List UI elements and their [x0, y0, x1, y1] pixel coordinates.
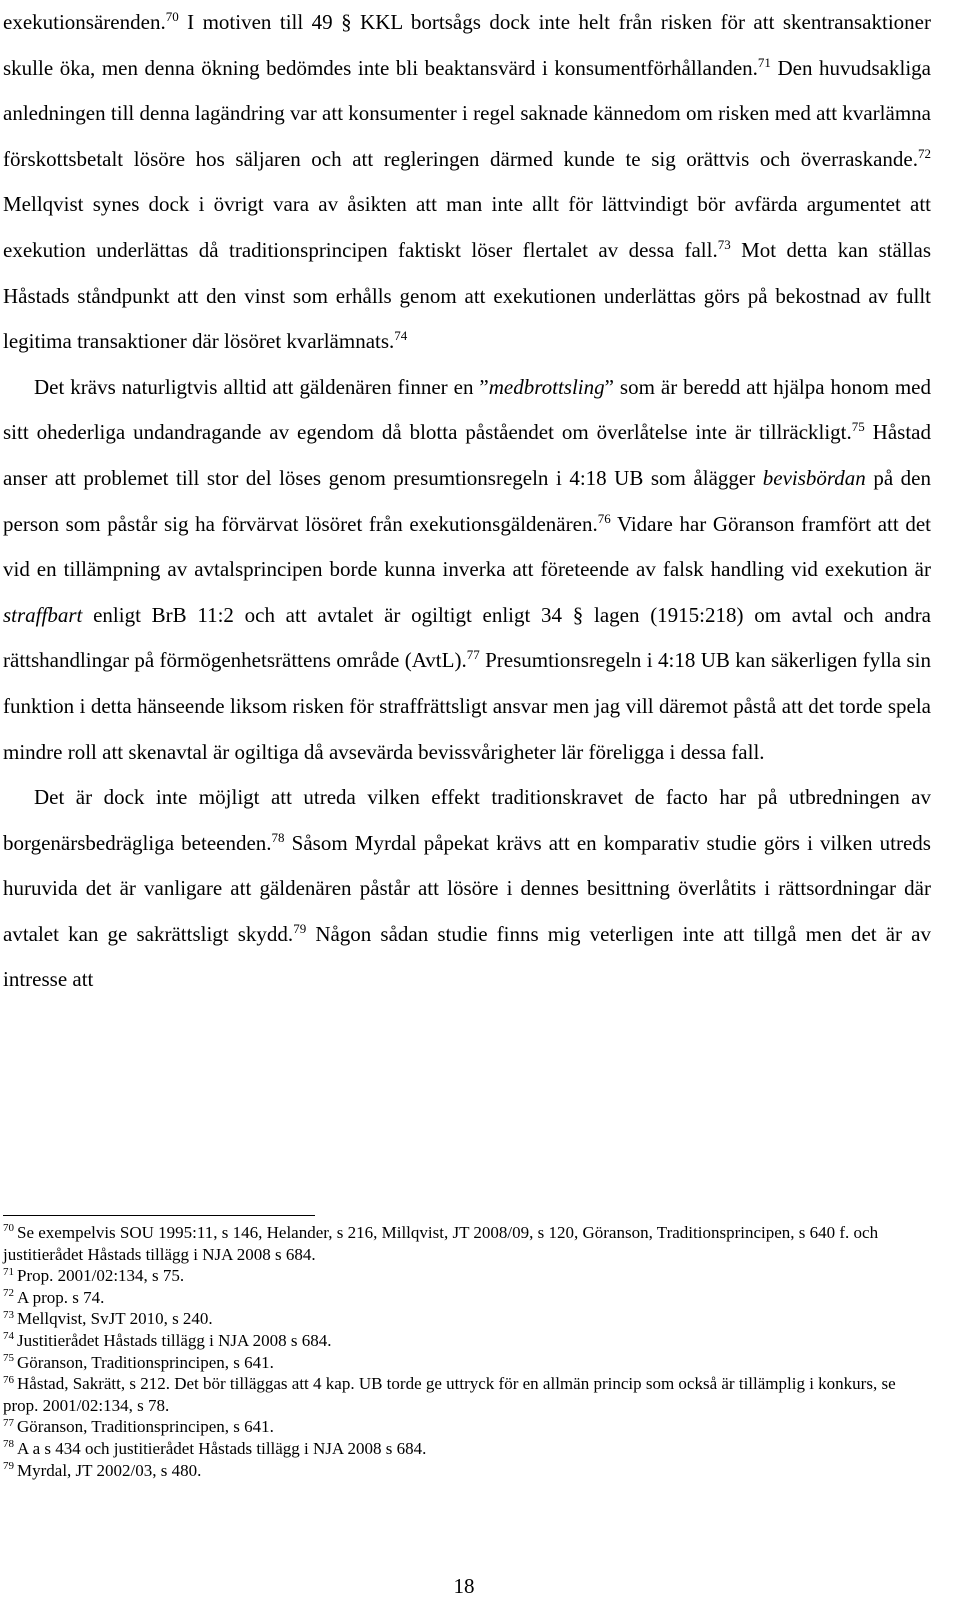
footnote: [3, 1460, 931, 1482]
footnote: [3, 1222, 931, 1265]
text-run: Mot detta kan ställas Håstads ståndpunkt att den vinst som erhålls genom att exekutionen underlättas görs på bekostnad av fullt legitima transaktioner där lösöret kvarlämnats.: [3, 237, 931, 354]
footnote-reference: 78: [271, 829, 285, 845]
footnote-text: Göranson, Traditionsprincipen, s 641.: [17, 1417, 274, 1437]
paragraph: [3, 365, 931, 775]
footnote: [3, 1330, 931, 1352]
footnote: [3, 1373, 931, 1416]
footnote-separator: [3, 1215, 315, 1216]
text-run: ” som är beredd att hjälpa honom med sitt ohederliga undandragande av egendom då blotta påståendet om överlåtelse inte är tillräckligt.: [3, 374, 931, 445]
footnote: [3, 1416, 931, 1438]
footnote-number: 73: [3, 1308, 14, 1321]
text-run: Såsom Myrdal påpekat krävs att en komparativ studie görs i vilken utreds huruvida det är vanligare att gäldenären påstår att lösöre i dennes besittning överlåtits i rättsordningar där avtalet kan ge sakrättsligt skydd.: [3, 830, 931, 946]
footnote-text: A prop. s 74.: [17, 1287, 105, 1307]
footnote-reference: 73: [717, 236, 731, 252]
footnote-reference: 71: [757, 54, 771, 70]
text-run: I motiven till 49 § KKL bortsågs dock inte helt från risken för att skentransaktioner skulle öka, men denna ökning bedömdes inte bli beaktansvärd i konsumentförhållanden.: [3, 10, 931, 80]
text-run: Det är dock inte möjligt att utreda vilken effekt traditionskravet de facto har på utbredningen av borgenärsbedrägliga beteenden.: [3, 785, 931, 855]
text-run: Presumtionsregeln i 4:18 UB kan säkerligen fylla sin funktion i detta hänseende liksom risken för straffrättsligt ansvar men jag vill däremot påstå att det torde spela mindre roll att skenavtal är ogiltiga då avsevärda bevissvårigheter lär föreligga i dessa fall.: [3, 648, 931, 764]
footnote-reference: 70: [165, 9, 179, 24]
footnote-text: Göranson, Traditionsprincipen, s 641.: [17, 1352, 274, 1372]
footnote-text: Håstad, Sakrätt, s 212. Det bör tilläggas att 4 kap. UB torde ge uttryck för en allmän princip som också är tillämplig i konkurs, se prop. 2001/02:134, s 78.: [3, 1374, 896, 1415]
footnote-reference: 76: [597, 510, 611, 526]
footnote: [3, 1265, 931, 1287]
footnote-text: Myrdal, JT 2002/03, s 480.: [17, 1460, 202, 1480]
footnote-number: 74: [3, 1330, 14, 1343]
text-run: Det krävs naturligtvis alltid att gäldenären finner en ”: [34, 374, 489, 399]
footnote: [3, 1438, 931, 1460]
text-run: Håstad anser att problemet till stor del löses genom presumtionsregeln i 4:18 UB som ålägger: [3, 420, 931, 490]
emphasized-text: medbrottsling: [488, 374, 605, 399]
footnote-number: 79: [3, 1459, 14, 1472]
text-run: Vidare har Göranson framfört att det vid en tillämpning av avtalsprincipen borde kunna inverka att företeende av falsk handling vid exekution är: [3, 511, 931, 582]
text-run: Någon sådan studie finns mig veterligen inte att tillgå men det är av intresse att: [3, 921, 931, 992]
footnote-number: 76: [3, 1373, 14, 1386]
footnote-reference: 77: [466, 647, 480, 663]
footnote-reference: 74: [394, 328, 408, 344]
footnote-text: Se exempelvis SOU 1995:11, s 146, Helander, s 216, Millqvist, JT 2008/09, s 120, Göranson, Traditionsprincipen, s 640 f. och justitierådet Håstads tillägg i NJA 2008 s 684.: [3, 1223, 879, 1264]
text-run: exekutionsärenden.: [3, 10, 166, 34]
paragraph: [3, 0, 931, 365]
footnote-number: 78: [3, 1438, 14, 1451]
footnote-reference: 79: [293, 920, 307, 936]
footnote: [3, 1308, 931, 1330]
footnote-text: Mellqvist, SvJT 2010, s 240.: [17, 1309, 213, 1329]
footnote-number: 71: [3, 1265, 14, 1278]
footnote-reference: 75: [851, 419, 865, 435]
text-run: Den huvudsakliga anledningen till denna lagändring var att konsumenter i regel saknade kännedom om risken med att kvarlämna förskottsbetalt lösöre hos säljaren och att regleringen därmed kunde te sig orättvis och överraskande.: [3, 55, 931, 171]
footnote-number: 72: [3, 1287, 14, 1300]
body-text: [3, 0, 931, 1003]
paragraph: [3, 775, 931, 1003]
page-number: 18: [453, 1574, 475, 1598]
footnote: [3, 1287, 931, 1309]
footnote-reference: 72: [918, 145, 931, 161]
text-run: på den person som påstår sig ha förvärvat lösöret från exekutionsgäldenären.: [3, 465, 931, 536]
text-run: enligt BrB 11:2 och att avtalet är ogiltigt enligt 34 § lagen (1915:218) om avtal och andra rättshandlingar på förmögenhetsrättens område (AvtL).: [3, 602, 931, 673]
footnote-number: 75: [3, 1351, 14, 1364]
footnote-text: Justitierådet Håstads tillägg i NJA 2008 s 684.: [17, 1330, 332, 1350]
emphasized-text: straffbart: [3, 602, 83, 627]
emphasized-text: bevisbördan: [762, 465, 866, 490]
footnote-text: A a s 434 och justitierådet Håstads tillägg i NJA 2008 s 684.: [17, 1438, 427, 1458]
footnote-text: Prop. 2001/02:134, s 75.: [17, 1266, 185, 1286]
footnote-number: 77: [3, 1416, 14, 1429]
footnote: [3, 1352, 931, 1374]
text-run: Mellqvist synes dock i övrigt vara av åsikten att man inte allt för lättvindigt bör avfärda argumentet att exekution underlättas då traditionsprincipen faktiskt löser flertalet av dessa fall.: [3, 192, 931, 262]
footnote-number: 70: [3, 1222, 14, 1235]
footnotes: [3, 1222, 931, 1481]
